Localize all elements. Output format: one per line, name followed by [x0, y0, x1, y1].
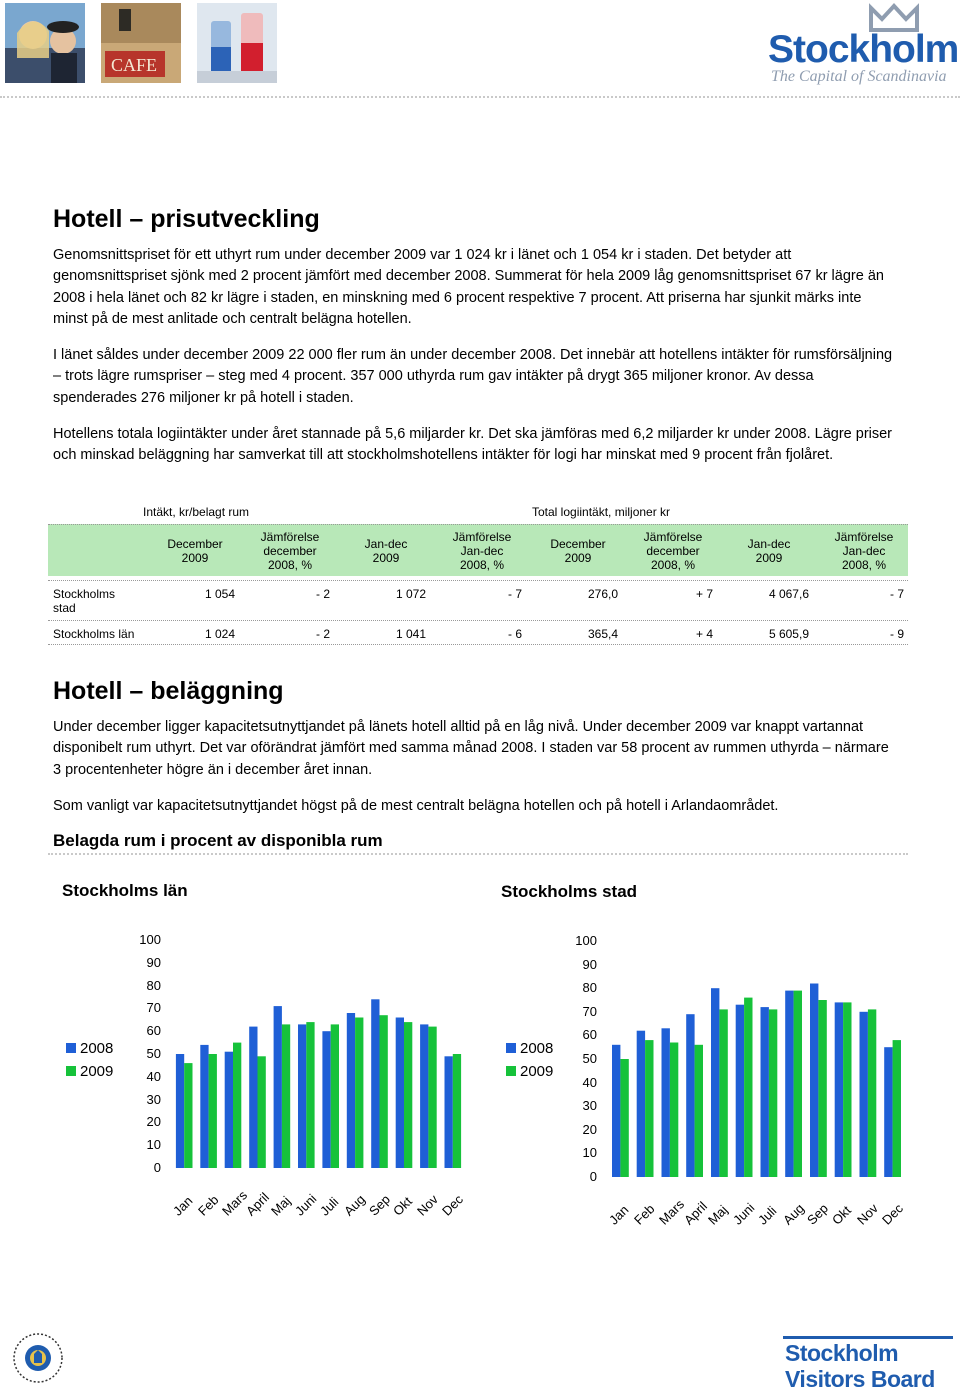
bar-2009-Mars [233, 1043, 241, 1168]
table-row-label [53, 627, 134, 641]
header-photo-people [5, 3, 85, 83]
legend-swatch [66, 1043, 76, 1053]
x-tick-label: Maj [705, 1202, 731, 1228]
table-column-header-line: Jan-dec [460, 544, 504, 558]
bar-2008-Dec [884, 1047, 892, 1177]
table-column-header-line: Jämförelse [834, 530, 894, 544]
table-top-rule [48, 524, 908, 525]
bar-2008-Mars [662, 1028, 670, 1177]
x-tick-label: Juni [730, 1200, 758, 1228]
y-tick-label: 30 [582, 1098, 597, 1114]
x-tick-label: Sep [804, 1200, 832, 1228]
table-column-header [155, 537, 235, 565]
y-tick-label: 20 [146, 1114, 161, 1130]
paragraph-3: Hotellens totala logiintäkter under året stannade på 5,6 miljarder kr. Det ska jämföras med 6,2 miljarder kr under 2008. Lägre priser och minskad beläggning har samverkat till att stockholmshotellens intäkter för logi har minskat med 9 procent från fjolåret. [53, 426, 893, 464]
bar-2008-April [249, 1027, 257, 1168]
table-column-header [442, 530, 522, 572]
x-tick-label: Nov [853, 1200, 881, 1228]
legend-swatch [506, 1043, 516, 1053]
x-tick-label: Okt [829, 1202, 855, 1228]
table-column-header-line: 2008, % [650, 558, 696, 572]
table-column-header [633, 530, 713, 572]
y-tick-label: 80 [146, 977, 161, 993]
x-tick-label: April [243, 1189, 273, 1219]
bar-2009-Feb [645, 1040, 653, 1177]
table-cell: + 4 [695, 627, 713, 641]
table-column-header-line: 2009 [372, 551, 400, 565]
table-cell: - 7 [507, 587, 522, 601]
bar-2008-Aug [785, 991, 793, 1177]
bar-2008-Okt [396, 1018, 404, 1169]
bar-2009-Okt [404, 1022, 412, 1168]
table-column-header [729, 537, 809, 565]
y-tick-label: 100 [139, 932, 161, 947]
table-cell: 1 054 [204, 587, 235, 601]
table-column-header-line: Jan-dec [747, 537, 791, 551]
table-column-header-line: 2008, % [841, 558, 887, 572]
table-column-header-line: 2009 [181, 551, 209, 565]
header-divider [0, 96, 960, 98]
table-column-header-line: December [167, 537, 223, 551]
y-tick-label: 50 [582, 1051, 597, 1066]
table-row-label [53, 587, 115, 615]
table-cell: - 7 [889, 587, 904, 601]
y-tick-label: 70 [146, 1000, 161, 1016]
y-tick-label: 10 [582, 1145, 597, 1161]
table-column-header-line: Jan-dec [364, 537, 408, 551]
x-tick-label: Sep [365, 1191, 393, 1219]
table-column-header-line: 2008, % [267, 558, 313, 572]
bar-2009-Jan [620, 1059, 628, 1177]
table-column-header [824, 530, 904, 572]
y-tick-label: 40 [146, 1068, 161, 1084]
x-tick-label: Dec [878, 1200, 906, 1228]
section-title-prisutveckling: Hotell – prisutveckling [53, 205, 320, 233]
y-tick-label: 40 [582, 1074, 597, 1090]
x-tick-label: April [680, 1198, 710, 1228]
table-column-header-line: Jämförelse [452, 530, 512, 544]
legend-item [66, 1040, 113, 1057]
bar-2008-Juni [736, 1005, 744, 1177]
x-tick-label: Juli [316, 1194, 342, 1219]
bar-2008-Sep [810, 984, 818, 1178]
bar-2008-Sep [371, 999, 379, 1168]
table-cell: + 7 [695, 587, 713, 601]
table-cell: - 2 [315, 627, 330, 641]
cafe-sign-text: CAFE [111, 55, 158, 75]
table-row-divider [48, 620, 908, 621]
footer-logo-line1: Stockholm [785, 1340, 899, 1366]
table-column-header-line: december [263, 544, 317, 558]
logo-title: Stockholm [768, 28, 959, 71]
bar-2008-Aug [347, 1013, 355, 1168]
bar-2008-Nov [860, 1012, 868, 1177]
table-column-header [538, 537, 618, 565]
table-cell: - 9 [889, 627, 904, 641]
x-tick-label: Juni [292, 1191, 320, 1219]
table-column-header-line: december [646, 544, 700, 558]
table-row-label-line: Stockholms [53, 587, 116, 601]
legend-label: 2009 [80, 1063, 114, 1080]
table-column-header-line: Jan-dec [842, 544, 886, 558]
bar-2009-Sep [818, 1000, 826, 1177]
bar-2009-Jan [184, 1063, 192, 1168]
bar-chart-svg [608, 941, 905, 1178]
chart-title-stad: Stockholms stad [501, 882, 638, 901]
bar-2009-Juli [769, 1009, 777, 1177]
x-tick-label: Aug [341, 1191, 369, 1219]
table-cell: 276,0 [587, 587, 618, 601]
legend-swatch [66, 1066, 76, 1076]
table-column-header-line: 2009 [755, 551, 783, 565]
bar-2009-Feb [209, 1054, 217, 1168]
bar-2008-Jan [176, 1054, 184, 1168]
bar-2009-April [258, 1056, 266, 1168]
table-row-label-line: stad [53, 601, 76, 615]
charts-subtitle: Belagda rum i procent av disponibla rum [53, 831, 383, 850]
legend-label: 2009 [520, 1063, 554, 1080]
bar-2009-Mars [670, 1043, 678, 1178]
table-column-header-line: Jämförelse [260, 530, 320, 544]
x-tick-label: Nov [414, 1191, 442, 1219]
bar-2009-Dec [893, 1040, 901, 1177]
table-cell: 1 024 [204, 627, 235, 641]
bar-2008-Maj [711, 988, 719, 1177]
bar-2008-Nov [420, 1024, 428, 1168]
y-tick-label: 20 [582, 1121, 597, 1137]
legend-item [66, 1063, 113, 1080]
table-cell: 365,4 [587, 627, 618, 641]
stockholm-seal-icon [12, 1332, 64, 1384]
bar-2008-Mars [225, 1052, 233, 1168]
table-caption-left: Intäkt, kr/belagt rum [143, 505, 250, 519]
legend-label: 2008 [80, 1040, 114, 1057]
bar-2008-Juli [322, 1031, 330, 1168]
bar-2009-April [695, 1045, 703, 1177]
x-tick-label: Dec [438, 1191, 466, 1219]
bar-2009-Aug [355, 1018, 363, 1169]
header-photo-glasses [197, 3, 277, 83]
bar-2009-Nov [868, 1009, 876, 1177]
section-title-belaggning: Hotell – beläggning [53, 677, 284, 705]
bar-2008-Juli [761, 1007, 769, 1177]
subtitle-divider [48, 853, 908, 855]
y-tick-label: 50 [146, 1046, 161, 1061]
bar-2008-Jan [612, 1045, 620, 1177]
y-tick-label: 100 [575, 933, 597, 948]
bar-2009-Aug [794, 991, 802, 1177]
bar-2009-Juni [306, 1022, 314, 1168]
bar-2008-Feb [637, 1031, 645, 1177]
legend-swatch [506, 1066, 516, 1076]
x-tick-label: Jan [606, 1202, 632, 1228]
y-tick-label: 90 [146, 954, 161, 970]
table-cell: - 6 [507, 627, 522, 641]
y-tick-label: 0 [589, 1169, 597, 1184]
y-tick-label: 80 [582, 980, 597, 996]
x-tick-label: Feb [194, 1192, 222, 1219]
bar-chart-svg [172, 940, 465, 1169]
footer-logo-line2: Visitors Board [785, 1366, 935, 1392]
bar-2009-Juli [331, 1024, 339, 1168]
table-column-header-line: 2008, % [459, 558, 505, 572]
table-cell: 4 067,6 [768, 587, 809, 601]
y-tick-label: 60 [146, 1023, 161, 1039]
chart-title-lan: Stockholms län [62, 881, 188, 900]
table-bottom-rule [48, 644, 908, 645]
header-photo-cafe [101, 3, 181, 83]
bar-2008-Juni [298, 1024, 306, 1168]
x-tick-label: Aug [779, 1200, 807, 1228]
table-caption-right: Total logiintäkt, miljoner kr [532, 505, 671, 519]
table-column-header-line: December [550, 537, 606, 551]
bar-2009-Okt [843, 1002, 851, 1177]
table-row-label-line: Stockholms län [53, 627, 135, 641]
x-tick-label: Mars [655, 1196, 687, 1228]
table-column-header [250, 530, 330, 572]
table-cell: - 2 [315, 587, 330, 601]
y-tick-label: 90 [582, 956, 597, 972]
table-column-header-line: 2009 [564, 551, 592, 565]
legend-item [506, 1040, 553, 1057]
table-column-header-line: Jämförelse [643, 530, 703, 544]
bar-2009-Maj [282, 1024, 290, 1168]
bar-2008-Feb [200, 1045, 208, 1168]
paragraph-2: I länet såldes under december 2009 22 000 fler rum än under december 2008. Det innebär att hotellens intäkter för rumsförsäljning – trots lägre rumspriser – steg med 4 procent. 357 000 uthyrda rum gav intäkter på drygt 365 miljoner kronor. Av dessa spenderades 276 miljoner kr på hotell i staden. [53, 347, 893, 406]
legend-item [506, 1063, 553, 1080]
paragraph-1: Genomsnittspriset för ett uthyrt rum under december 2009 var 1 024 kr i länet och 1 054 kr i staden. Det betyder att genomsnittspriset sjönk med 2 procent jämfört med december 2008. Summerat för hela 2009 låg genomsnittspriset 67 kr lägre än 2008 i hela länet och 82 kr lägre i staden, en minskning med 6 procent respektive 7 procent. Att priserna har sjunkit märks inte minst på de mest anlitade och centralt belägna hotellen. [53, 247, 884, 327]
y-tick-label: 10 [146, 1137, 161, 1153]
y-tick-label: 70 [582, 1003, 597, 1019]
bar-2009-Nov [428, 1027, 436, 1168]
table-row-divider [48, 580, 908, 581]
x-tick-label: Okt [389, 1193, 415, 1219]
table-cell: 1 041 [395, 627, 426, 641]
logo-subtitle: The Capital of Scandinavia [771, 68, 947, 85]
legend-label: 2008 [520, 1040, 554, 1057]
footer-logo-rule [783, 1336, 953, 1339]
x-tick-label: Juli [754, 1203, 780, 1228]
table-column-header [346, 537, 426, 565]
y-tick-label: 0 [153, 1160, 161, 1175]
paragraph-4: Under december ligger kapacitetsutnyttjandet på länets hotell alltid på en låg nivå. Under december 2009 var knappt vartannat disponibelt rum uthyrt. Det var oförändrat jämfört med samma månad 2008. I staden var 58 procent av rummen uthyrda – närmare 3 procentenheter högre än i december året innan. [53, 719, 889, 778]
table-cell: 5 605,9 [768, 627, 809, 641]
x-tick-label: Maj [267, 1193, 294, 1219]
y-tick-label: 30 [146, 1091, 161, 1107]
bar-2009-Sep [380, 1015, 388, 1168]
bar-2009-Maj [719, 1009, 727, 1177]
bar-2008-Dec [445, 1056, 453, 1168]
y-tick-label: 60 [582, 1027, 597, 1043]
x-tick-label: Feb [631, 1201, 658, 1228]
bar-2009-Juni [744, 998, 752, 1177]
bar-2008-Okt [835, 1002, 843, 1177]
x-tick-label: Jan [170, 1193, 196, 1219]
table-cell: 1 072 [395, 587, 426, 601]
bar-2009-Dec [453, 1054, 461, 1168]
bar-2008-April [686, 1014, 694, 1177]
paragraph-5: Som vanligt var kapacitetsutnyttjandet högst på de mest centralt belägna hotellen och på hotell i Arlandaområdet. [53, 798, 779, 814]
bar-2008-Maj [274, 1006, 282, 1168]
x-tick-label: Mars [219, 1187, 251, 1219]
